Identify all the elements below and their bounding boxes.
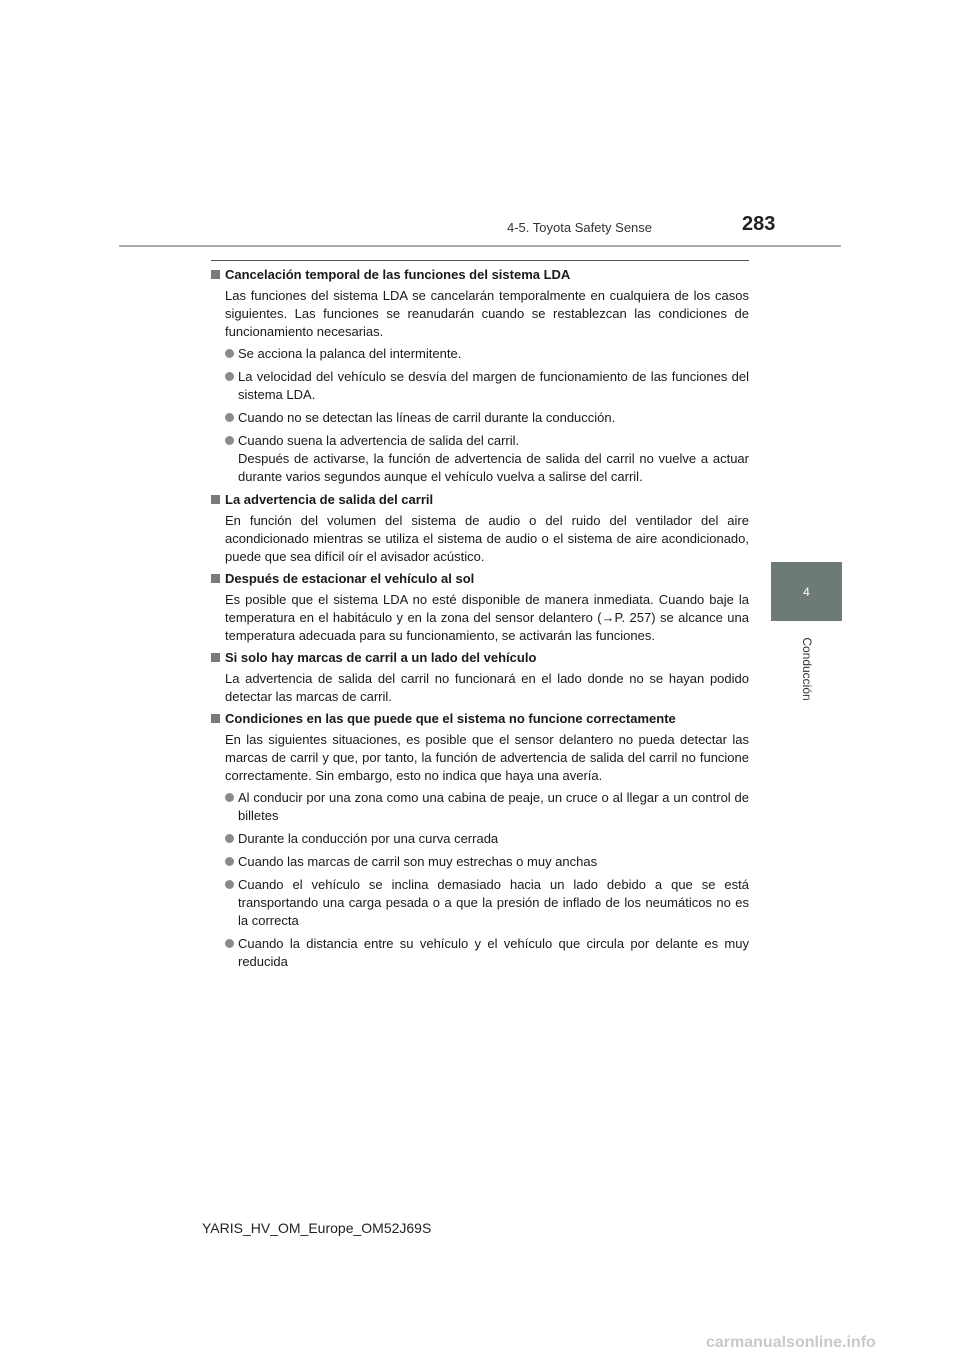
list-item: [211, 789, 749, 825]
section-lda-cancel: [211, 266, 749, 486]
list-item-text: Al conducir por una zona como una cabina de peaje, un cruce o al llegar a un control de billetes: [238, 790, 749, 823]
list-item: [211, 409, 749, 427]
section-heading: [211, 710, 749, 728]
list-item-text: Durante la conducción por una curva cerrada: [238, 831, 499, 846]
section-one-side-marks: [211, 649, 749, 706]
content-body: [211, 266, 749, 976]
section-parked-sun: [211, 570, 749, 645]
header-divider: [119, 245, 841, 247]
section-heading-text: Condiciones en las que puede que el sistema no funcione correctamente: [225, 711, 676, 726]
square-bullet-icon: [211, 270, 220, 279]
section-heading: [211, 491, 749, 509]
page-number: 283: [742, 213, 776, 235]
section-heading-text: Después de estacionar el vehículo al sol: [225, 571, 475, 586]
section-heading-text: Si solo hay marcas de carril a un lado del vehículo: [225, 650, 537, 665]
circle-bullet-icon: [225, 880, 234, 889]
circle-bullet-icon: [225, 372, 234, 381]
section-heading-text: Cancelación temporal de las funciones del sistema LDA: [225, 267, 571, 282]
chapter-tab: [771, 624, 842, 714]
section-malfunction-conditions: [211, 710, 749, 971]
section-heading: [211, 570, 749, 588]
list-item-text: Cuando suena la advertencia de salida del carril.: [238, 433, 520, 448]
list-item: [211, 853, 749, 871]
list-item: [211, 345, 749, 363]
list-item: [211, 432, 749, 486]
section-lane-warning: [211, 491, 749, 566]
content-divider: [211, 260, 749, 261]
section-heading: [211, 649, 749, 667]
list-item-continuation: Después de activarse, la función de advertencia de salida del carril no vuelve a actuar durante varios segundos aunque el vehículo vuelva a salirse del carril.: [238, 451, 749, 484]
section-heading-text: La advertencia de salida del carril: [225, 492, 434, 507]
section-paragraph: Es posible que el sistema LDA no esté disponible de manera inmediata. Cuando baje la temperatura en el habitáculo y en la zona del sensor delantero (→P. 257) se alcance una temperatura adecuada para su funcionamiento, se activarán las funciones.: [225, 592, 749, 643]
list-item-text: Se acciona la palanca del intermitente.: [238, 346, 462, 361]
section-paragraph: En función del volumen del sistema de audio o del ruido del ventilador del aire acondicionado mientras se utiliza el sistema de audio o el sistema de aire acondicionado, puede que sea difícil oír el avisador acústico.: [225, 513, 749, 564]
section-paragraph: La advertencia de salida del carril no funcionará en el lado donde no se hayan podido detectar las marcas de carril.: [225, 671, 749, 704]
square-bullet-icon: [211, 574, 220, 583]
list-item-text: Cuando las marcas de carril son muy estrechas o muy anchas: [238, 854, 598, 869]
header-section-title: 4-5. Toyota Safety Sense: [507, 220, 653, 235]
square-bullet-icon: [211, 495, 220, 504]
circle-bullet-icon: [225, 834, 234, 843]
list-item: [211, 368, 749, 404]
circle-bullet-icon: [225, 436, 234, 445]
list-item-text: La velocidad del vehículo se desvía del margen de funcionamiento de las funciones del sistema LDA.: [238, 369, 749, 402]
circle-bullet-icon: [225, 413, 234, 422]
watermark: carmanualsonline.info: [706, 1334, 876, 1351]
list-item: [211, 876, 749, 930]
square-bullet-icon: [211, 714, 220, 723]
section-paragraph: En las siguientes situaciones, es posible que el sensor delantero no pueda detectar las marcas de carril y que, por tanto, la función de advertencia de salida del carril no funcione correctamente. Sin embargo, esto no indica que haya una avería.: [225, 732, 749, 783]
chapter-tab-label: Conducción: [800, 637, 814, 701]
document-code: YARIS_HV_OM_Europe_OM52J69S: [202, 1220, 432, 1236]
list-item: [211, 935, 749, 971]
list-item: [211, 830, 749, 848]
section-paragraph: Las funciones del sistema LDA se cancelarán temporalmente en cualquiera de los casos siguientes. Las funciones se reanudarán cuando se restablezcan las condiciones de funcionamiento necesarias.: [225, 288, 749, 339]
list-item-text: Cuando la distancia entre su vehículo y el vehículo que circula por delante es muy reducida: [238, 936, 749, 969]
list-item-text: Cuando el vehículo se inclina demasiado hacia un lado debido a que se está transportando una carga pesada o a que la presión de inflado de los neumáticos no es la correcta: [238, 877, 749, 928]
circle-bullet-icon: [225, 939, 234, 948]
chapter-tab-number: 4: [771, 562, 842, 621]
circle-bullet-icon: [225, 793, 234, 802]
list-item-text: Cuando no se detectan las líneas de carril durante la conducción.: [238, 410, 616, 425]
section-heading: [211, 266, 749, 284]
circle-bullet-icon: [225, 349, 234, 358]
square-bullet-icon: [211, 653, 220, 662]
circle-bullet-icon: [225, 857, 234, 866]
